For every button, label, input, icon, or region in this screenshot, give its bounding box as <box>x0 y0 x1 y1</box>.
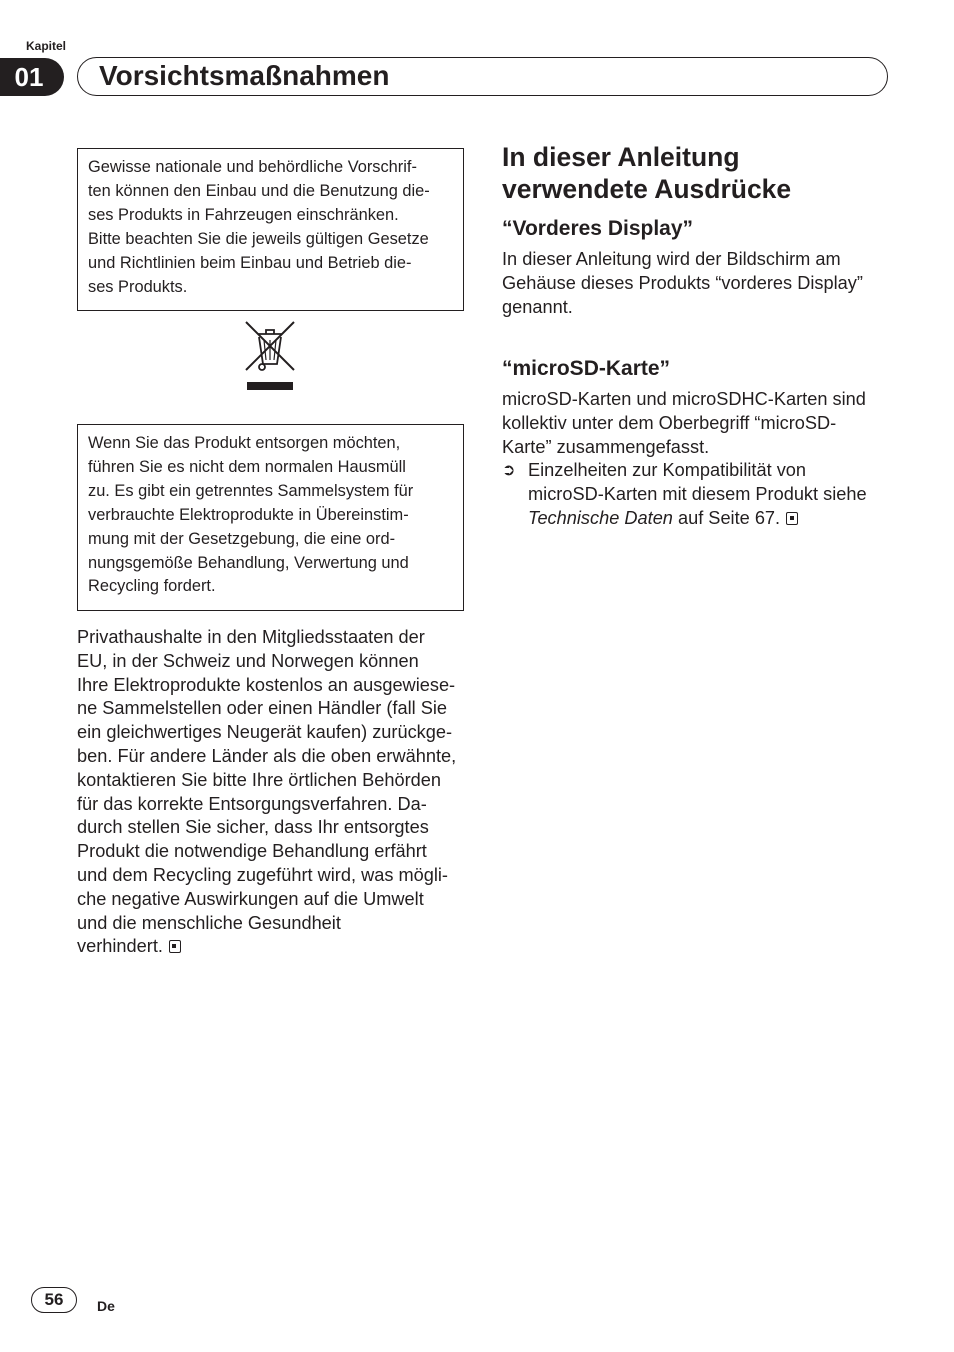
paragraph-line: In dieser Anleitung wird der Bildschirm am <box>502 249 841 269</box>
page-reference-text: auf Seite 67. <box>672 507 781 528</box>
paragraph-line: Karte” zusammengefasst. <box>502 436 710 457</box>
arrow-bullet-icon: ➲ <box>502 462 516 479</box>
notice-line: ten können den Einbau und die Benutzung die- <box>88 181 430 200</box>
paragraph-line: kontaktieren Sie bitte Ihre örtlichen Behörden <box>77 769 441 790</box>
paragraph-line: Privathaushalte in den Mitgliedsstaaten der <box>77 627 425 647</box>
section-title-line: verwendete Ausdrücke <box>502 174 792 204</box>
paragraph-line: kollektiv unter dem Oberbegriff “microSD- <box>502 412 837 433</box>
paragraph-line: ein gleichwertiges Neugerät kaufen) zurückge- <box>77 722 453 743</box>
notice-line: zu. Es gibt ein getrenntes Sammelsystem für <box>88 481 414 500</box>
notice-line: ses Produkts. <box>88 277 188 296</box>
microsd-paragraph <box>502 388 866 459</box>
paragraph-line: ben. Für andere Länder als die oben erwähnte, <box>77 745 457 766</box>
notice-line: ses Produkts in Fahrzeugen einschränken. <box>88 205 399 224</box>
crossed-out-wheelie-bin-icon <box>244 320 296 392</box>
section-title <box>502 141 791 205</box>
paragraph-line: EU, in der Schweiz und Norwegen können <box>77 650 419 671</box>
chapter-title: Vorsichtsmaßnahmen <box>99 60 390 91</box>
paragraph-line: für das korrekte Entsorgungsverfahren. Da- <box>77 793 427 814</box>
subsection-title-front-display: “Vorderes Display” <box>502 217 694 240</box>
disposal-paragraph <box>77 626 467 959</box>
language-code: De <box>97 1298 115 1314</box>
paragraph-line: verhindert. <box>77 936 163 957</box>
disposal-notice-box <box>77 424 464 611</box>
bullet-line: Einzelheiten zur Kompatibilität von <box>528 460 807 480</box>
kapitel-label: Kapitel <box>26 39 67 53</box>
notice-line: und Richtlinien beim Einbau und Betrieb die- <box>88 253 412 272</box>
paragraph-line: microSD-Karten und microSDHC-Karten sind <box>502 389 866 409</box>
paragraph-line: und die menschliche Gesundheit <box>77 912 341 933</box>
paragraph-line: Gehäuse dieses Produkts “vorderes Display” <box>502 272 863 293</box>
paragraph-line-last <box>77 935 467 959</box>
paragraph-line: Ihre Elektroprodukte kostenlos an ausgewiese- <box>77 674 456 695</box>
notice-line: Bitte beachten Sie die jeweils gültigen Gesetze <box>88 229 429 248</box>
front-display-paragraph <box>502 248 863 319</box>
notice-line: Recycling fordert. <box>88 577 216 596</box>
bullet-line-reference <box>528 507 867 531</box>
chapter-number-badge: 01 <box>0 58 64 96</box>
end-of-section-icon <box>169 940 181 953</box>
section-title-line: In dieser Anleitung <box>502 142 740 172</box>
notice-line: nungsgemöße Behandlung, Verwertung und <box>88 553 409 572</box>
technical-data-reference-link[interactable]: Technische Daten <box>528 507 673 528</box>
paragraph-line: che negative Auswirkungen auf die Umwelt <box>77 888 424 909</box>
regulation-notice-box <box>77 148 464 311</box>
paragraph-line: ne Sammelstellen oder einen Händler (fall Sie <box>77 698 448 719</box>
paragraph-line: und dem Recycling zugeführt wird, was mögli- <box>77 864 448 885</box>
notice-line: Gewisse nationale und behördliche Vorschrif- <box>88 158 417 176</box>
bullet-line: microSD-Karten mit diesem Produkt siehe <box>528 483 867 504</box>
paragraph-line: Produkt die notwendige Behandlung erfährt <box>77 841 427 862</box>
end-of-section-icon <box>786 512 798 525</box>
notice-line: führen Sie es nicht dem normalen Hausmüll <box>88 457 406 476</box>
page-number: 56 <box>31 1287 77 1313</box>
notice-line: Wenn Sie das Produkt entsorgen möchten, <box>88 434 401 452</box>
notice-line: mung mit der Gesetzgebung, die eine ord- <box>88 529 396 548</box>
paragraph-line: durch stellen Sie sicher, dass Ihr entsorgtes <box>77 817 429 838</box>
subsection-title-microsd: “microSD-Karte” <box>502 357 671 380</box>
notice-line: verbrauchte Elektroprodukte in Übereinstim- <box>88 505 409 524</box>
paragraph-line: genannt. <box>502 296 573 317</box>
